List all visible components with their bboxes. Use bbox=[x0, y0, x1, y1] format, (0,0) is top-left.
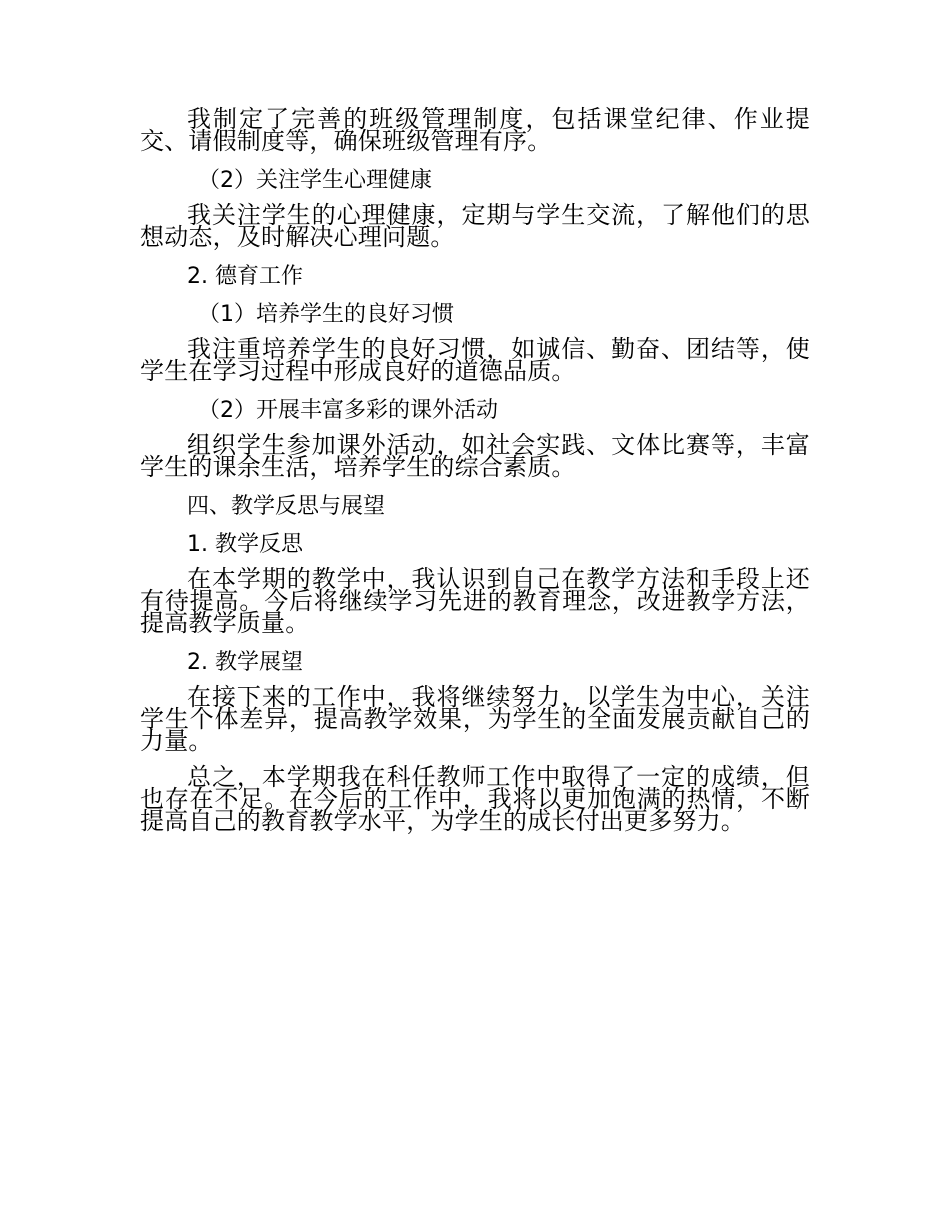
subheading-mental-health: （2）关注学生心理健康 bbox=[198, 168, 432, 193]
paragraph-mental-health: 我关注学生的心理健康，定期与学生交流，了解他们的思想动态，及时解决心理问题。 bbox=[140, 201, 810, 251]
paragraph-good-habits: 我注重培养学生的良好习惯，如诚信、勤奋、团结等，使学生在学习过程中形成良好的道德品质。 bbox=[140, 335, 810, 385]
heading-reflection-outlook: 四、教学反思与展望 bbox=[187, 494, 386, 519]
paragraph-teaching-outlook: 在接下来的工作中，我将继续努力，以学生为中心，关注学生个体差异，提高教学效果，为学生的全面发展贡献自己的力量。 bbox=[140, 683, 810, 755]
heading-moral-education: 2. 德育工作 bbox=[187, 264, 303, 289]
heading-teaching-outlook: 2. 教学展望 bbox=[187, 650, 303, 675]
document-body bbox=[140, 105, 810, 846]
paragraph-conclusion: 总之，本学期我在科任教师工作中取得了一定的成绩，但也存在不足。在今后的工作中，我将以更加饱满的热情，不断提高自己的教育教学水平，为学生的成长付出更多努力。 bbox=[140, 763, 810, 835]
paragraph-activities: 组织学生参加课外活动，如社会实践、文体比赛等，丰富学生的课余生活，培养学生的综合素质。 bbox=[140, 431, 810, 481]
subheading-activities: （2）开展丰富多彩的课外活动 bbox=[198, 398, 498, 423]
heading-teaching-reflection: 1. 教学反思 bbox=[187, 532, 303, 557]
subheading-good-habits: （1）培养学生的良好习惯 bbox=[198, 302, 454, 327]
paragraph-class-management: 我制定了完善的班级管理制度，包括课堂纪律、作业提交、请假制度等，确保班级管理有序。 bbox=[140, 105, 810, 155]
paragraph-teaching-reflection: 在本学期的教学中，我认识到自己在教学方法和手段上还有待提高。今后将继续学习先进的教育理念，改进教学方法，提高教学质量。 bbox=[140, 565, 810, 637]
